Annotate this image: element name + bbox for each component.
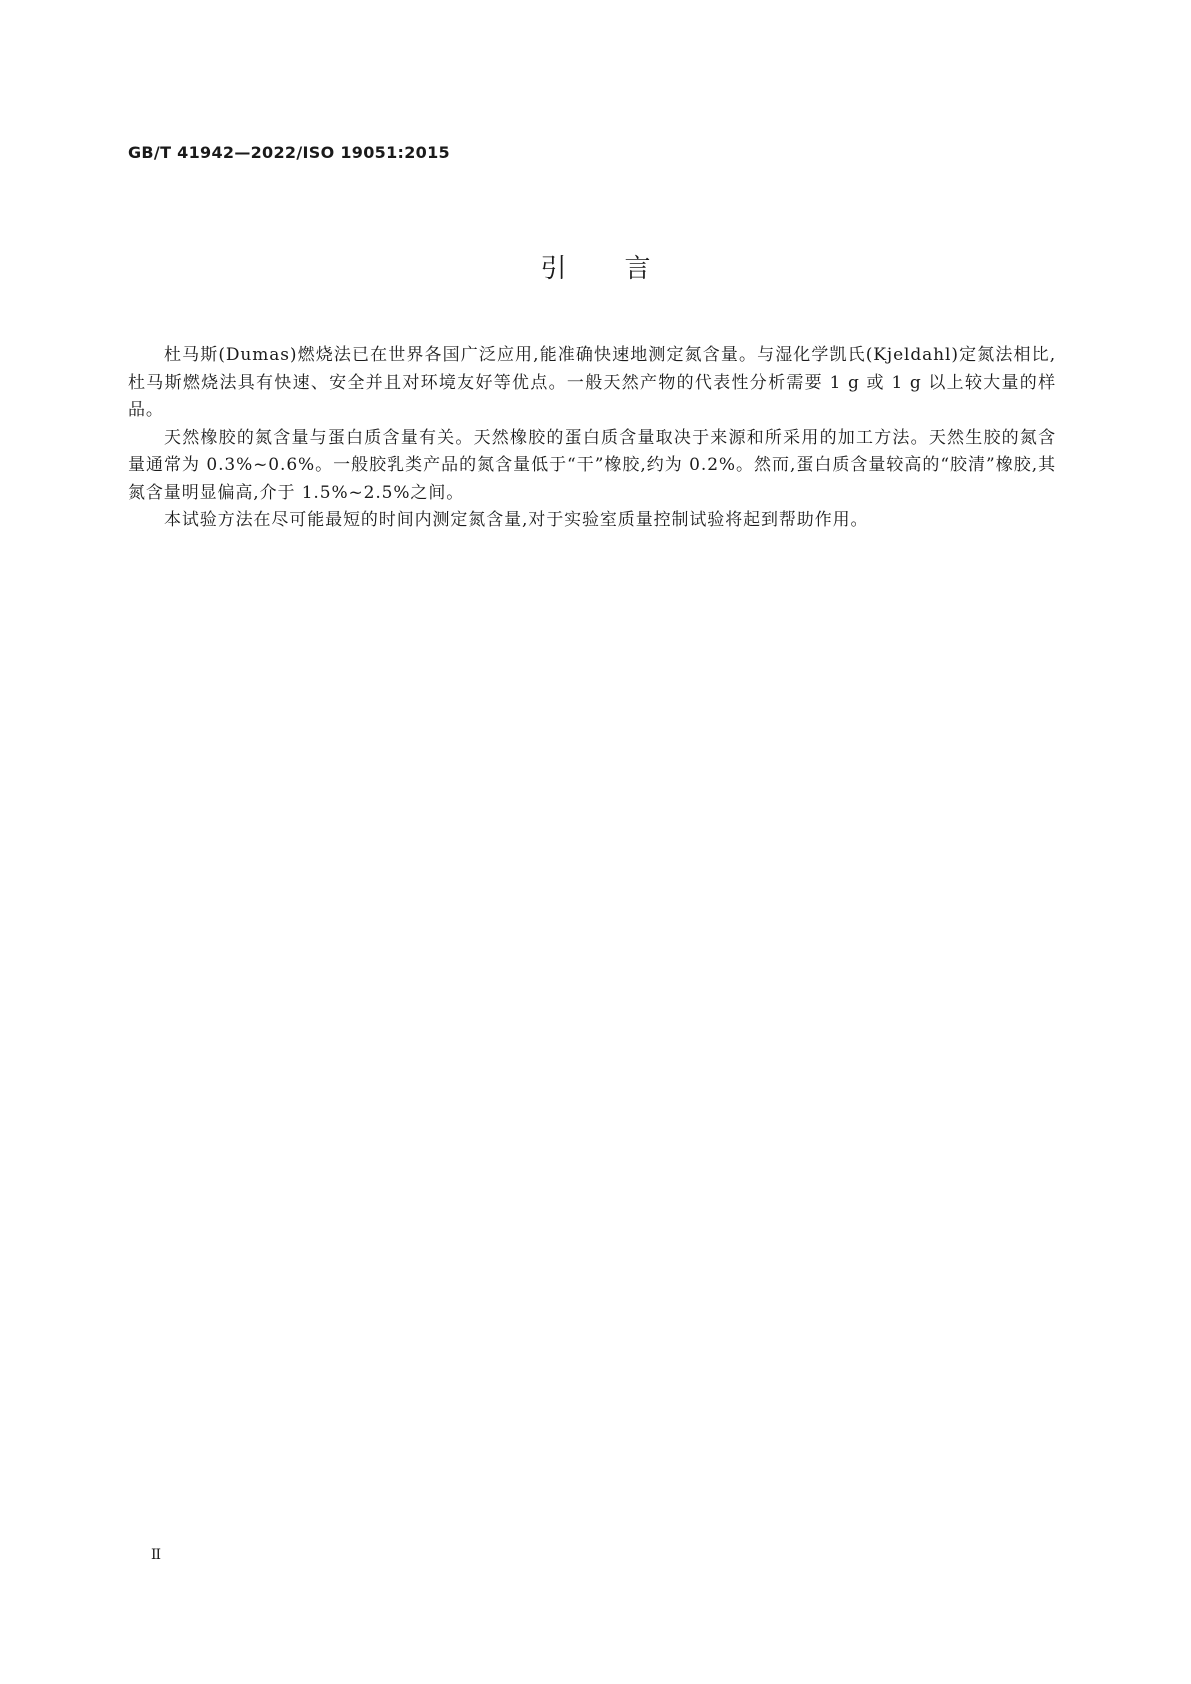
page-title: 引言: [540, 254, 709, 284]
page-number: II: [151, 1547, 161, 1563]
paragraph-nitrogen-content: 天然橡胶的氮含量与蛋白质含量有关。天然橡胶的蛋白质含量取决于来源和所采用的加工方法。天然生胶的氮含量通常为 0.3%~0.6%。一般胶乳类产品的氮含量低于“干”橡胶,约为 0.2%。然而,蛋白质含量较高的“胶清”橡胶,其氮含量明显偏高,介于 1.5%~2.5%之间。: [128, 427, 1056, 503]
introduction-body: [128, 342, 1056, 535]
paragraph-test-purpose: 本试验方法在尽可能最短的时间内测定氮含量,对于实验室质量控制试验将起到帮助作用。: [164, 510, 869, 530]
standard-code-header: GB/T 41942—2022/ISO 19051:2015: [128, 143, 450, 162]
paragraph-dumas-method: 杜马斯(Dumas)燃烧法已在世界各国广泛应用,能准确快速地测定氮含量。与湿化学凯氏(Kjeldahl)定氮法相比,杜马斯燃烧法具有快速、安全并且对环境友好等优点。一般天然产物的代表性分析需要 1 g 或 1 g 以上较大量的样品。: [128, 345, 1056, 420]
